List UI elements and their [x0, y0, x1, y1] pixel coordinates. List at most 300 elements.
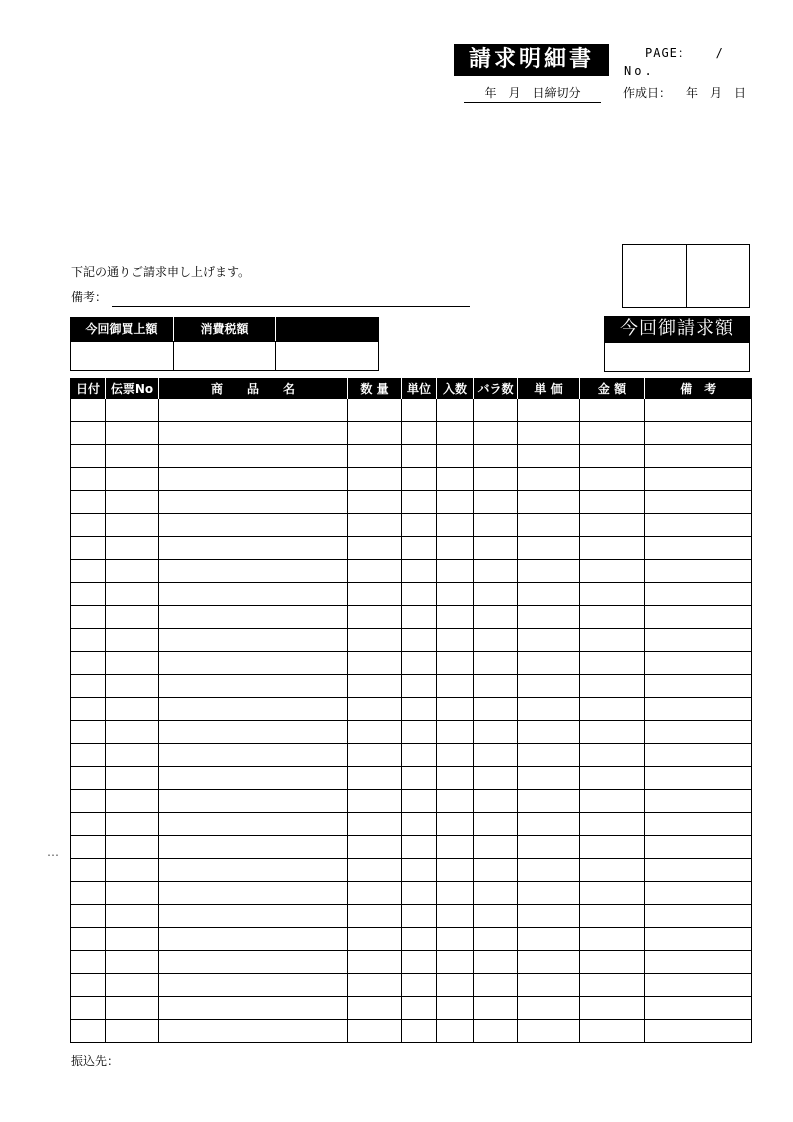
table-cell	[437, 537, 474, 560]
table-cell	[71, 514, 106, 537]
table-cell	[580, 698, 645, 721]
table-cell	[348, 514, 402, 537]
table-row	[71, 468, 752, 491]
table-row	[71, 560, 752, 583]
table-cell	[580, 560, 645, 583]
table-cell	[106, 1020, 159, 1043]
table-cell	[348, 744, 402, 767]
column-header-slip-no: 伝票No	[106, 378, 159, 399]
table-cell	[437, 422, 474, 445]
table-cell	[474, 721, 518, 744]
table-row	[71, 744, 752, 767]
table-cell	[402, 606, 437, 629]
table-cell	[159, 491, 348, 514]
table-cell	[580, 1020, 645, 1043]
table-cell	[402, 675, 437, 698]
table-cell	[437, 1020, 474, 1043]
summary-header-purchase: 今回御買上額	[70, 317, 173, 341]
table-cell	[71, 652, 106, 675]
summary-value-purchase	[70, 341, 174, 371]
table-cell	[402, 882, 437, 905]
table-cell	[518, 537, 580, 560]
table-cell	[518, 997, 580, 1020]
table-cell	[402, 629, 437, 652]
table-header-row	[71, 378, 752, 399]
table-cell	[645, 905, 752, 928]
table-cell	[437, 606, 474, 629]
table-cell	[437, 583, 474, 606]
table-cell	[159, 698, 348, 721]
table-cell	[645, 675, 752, 698]
table-cell	[518, 629, 580, 652]
table-cell	[348, 951, 402, 974]
table-cell	[645, 1020, 752, 1043]
table-cell	[580, 997, 645, 1020]
table-cell	[71, 445, 106, 468]
table-row	[71, 813, 752, 836]
table-cell	[106, 813, 159, 836]
table-cell	[518, 905, 580, 928]
table-cell	[348, 1020, 402, 1043]
page-number-label: PAGE： /	[645, 46, 724, 60]
table-cell	[348, 652, 402, 675]
table-cell	[402, 560, 437, 583]
table-cell	[645, 583, 752, 606]
table-cell	[645, 468, 752, 491]
table-cell	[71, 491, 106, 514]
table-cell	[402, 399, 437, 422]
table-cell	[106, 514, 159, 537]
items-table	[70, 378, 752, 1043]
table-cell	[402, 905, 437, 928]
table-cell	[106, 583, 159, 606]
table-cell	[518, 514, 580, 537]
table-cell	[402, 468, 437, 491]
table-cell	[437, 790, 474, 813]
table-cell	[474, 675, 518, 698]
table-cell	[348, 537, 402, 560]
table-cell	[159, 422, 348, 445]
table-cell	[106, 629, 159, 652]
created-date-value: 年 月 日	[686, 86, 747, 100]
table-cell	[437, 997, 474, 1020]
table-cell	[106, 399, 159, 422]
table-cell	[348, 445, 402, 468]
table-cell	[437, 514, 474, 537]
table-cell	[106, 491, 159, 514]
table-cell	[348, 399, 402, 422]
table-cell	[518, 836, 580, 859]
table-cell	[645, 790, 752, 813]
table-cell	[645, 560, 752, 583]
table-row	[71, 951, 752, 974]
table-cell	[518, 491, 580, 514]
table-row	[71, 675, 752, 698]
table-cell	[474, 583, 518, 606]
table-row	[71, 399, 752, 422]
table-cell	[402, 491, 437, 514]
table-cell	[580, 445, 645, 468]
table-cell	[437, 882, 474, 905]
stamp-divider	[686, 244, 687, 308]
table-row	[71, 905, 752, 928]
table-cell	[71, 744, 106, 767]
table-row	[71, 698, 752, 721]
table-cell	[106, 882, 159, 905]
table-cell	[645, 767, 752, 790]
table-cell	[474, 652, 518, 675]
table-cell	[518, 721, 580, 744]
document-number-label: No.	[624, 64, 655, 78]
table-cell	[580, 813, 645, 836]
table-cell	[71, 905, 106, 928]
table-cell	[645, 928, 752, 951]
table-cell	[474, 698, 518, 721]
table-cell	[348, 422, 402, 445]
summary-header-blank	[275, 317, 379, 341]
remarks-label: 備考：	[71, 290, 108, 304]
table-cell	[71, 399, 106, 422]
table-cell	[518, 698, 580, 721]
table-cell	[106, 422, 159, 445]
table-cell	[71, 537, 106, 560]
table-cell	[159, 445, 348, 468]
table-cell	[518, 928, 580, 951]
table-cell	[474, 422, 518, 445]
created-date-label: 作成日：	[623, 86, 672, 100]
table-cell	[437, 974, 474, 997]
table-cell	[159, 514, 348, 537]
table-cell	[159, 951, 348, 974]
table-cell	[474, 790, 518, 813]
table-cell	[71, 836, 106, 859]
table-cell	[437, 905, 474, 928]
table-cell	[437, 652, 474, 675]
table-cell	[580, 836, 645, 859]
table-cell	[474, 859, 518, 882]
table-cell	[474, 445, 518, 468]
table-cell	[402, 583, 437, 606]
table-cell	[348, 560, 402, 583]
table-cell	[348, 629, 402, 652]
table-cell	[106, 468, 159, 491]
table-cell	[518, 790, 580, 813]
table-cell	[348, 675, 402, 698]
table-cell	[518, 468, 580, 491]
table-row	[71, 537, 752, 560]
table-cell	[71, 698, 106, 721]
table-cell	[645, 514, 752, 537]
table-cell	[159, 882, 348, 905]
table-cell	[645, 997, 752, 1020]
table-cell	[159, 767, 348, 790]
table-cell	[106, 537, 159, 560]
table-cell	[518, 560, 580, 583]
column-header-quantity: 数 量	[348, 378, 402, 399]
table-cell	[71, 583, 106, 606]
table-cell	[580, 859, 645, 882]
table-cell	[518, 422, 580, 445]
table-cell	[106, 652, 159, 675]
table-cell	[645, 882, 752, 905]
table-cell	[402, 537, 437, 560]
table-row	[71, 445, 752, 468]
table-cell	[474, 744, 518, 767]
table-cell	[71, 790, 106, 813]
table-cell	[159, 859, 348, 882]
table-cell	[106, 445, 159, 468]
table-cell	[437, 836, 474, 859]
table-cell	[348, 698, 402, 721]
table-cell	[437, 675, 474, 698]
table-cell	[580, 675, 645, 698]
table-row	[71, 629, 752, 652]
table-cell	[71, 882, 106, 905]
table-cell	[474, 1020, 518, 1043]
table-cell	[159, 629, 348, 652]
table-cell	[348, 468, 402, 491]
table-cell	[437, 629, 474, 652]
table-cell	[71, 813, 106, 836]
table-cell	[106, 997, 159, 1020]
table-cell	[348, 997, 402, 1020]
table-row	[71, 859, 752, 882]
table-cell	[71, 859, 106, 882]
table-row	[71, 652, 752, 675]
table-cell	[518, 606, 580, 629]
total-amount-value	[604, 342, 750, 372]
table-cell	[348, 882, 402, 905]
column-header-pack-qty: 入数	[437, 378, 474, 399]
table-cell	[159, 560, 348, 583]
table-cell	[518, 675, 580, 698]
table-cell	[437, 859, 474, 882]
table-cell	[645, 744, 752, 767]
total-amount-header: 今回御請求額	[604, 316, 750, 342]
table-cell	[580, 744, 645, 767]
table-cell	[580, 468, 645, 491]
items-table-body	[71, 399, 752, 1043]
table-cell	[348, 928, 402, 951]
remarks-line	[112, 306, 470, 307]
table-cell	[348, 491, 402, 514]
summary-value-tax	[173, 341, 276, 371]
table-cell	[71, 629, 106, 652]
table-cell	[437, 951, 474, 974]
table-cell	[348, 583, 402, 606]
table-cell	[106, 928, 159, 951]
table-cell	[518, 951, 580, 974]
table-cell	[71, 997, 106, 1020]
table-cell	[437, 445, 474, 468]
table-row	[71, 997, 752, 1020]
table-cell	[106, 606, 159, 629]
table-cell	[474, 514, 518, 537]
table-cell	[518, 974, 580, 997]
column-header-unit: 単位	[402, 378, 437, 399]
table-cell	[645, 445, 752, 468]
table-cell	[474, 767, 518, 790]
table-row	[71, 606, 752, 629]
transfer-destination-label: 振込先：	[71, 1054, 120, 1068]
table-cell	[159, 974, 348, 997]
table-cell	[402, 790, 437, 813]
table-cell	[645, 951, 752, 974]
table-cell	[580, 537, 645, 560]
table-cell	[580, 767, 645, 790]
table-cell	[402, 721, 437, 744]
table-cell	[474, 560, 518, 583]
table-cell	[645, 698, 752, 721]
table-cell	[71, 928, 106, 951]
table-cell	[159, 790, 348, 813]
table-cell	[580, 629, 645, 652]
table-cell	[402, 859, 437, 882]
table-row	[71, 882, 752, 905]
table-cell	[437, 744, 474, 767]
table-cell	[348, 859, 402, 882]
table-cell	[518, 399, 580, 422]
table-cell	[402, 928, 437, 951]
table-cell	[348, 606, 402, 629]
table-cell	[645, 606, 752, 629]
table-cell	[402, 422, 437, 445]
table-cell	[106, 951, 159, 974]
table-cell	[159, 583, 348, 606]
table-cell	[106, 767, 159, 790]
table-cell	[159, 652, 348, 675]
table-cell	[437, 813, 474, 836]
column-header-product-name: 商 品 名	[159, 378, 348, 399]
column-header-date: 日付	[71, 378, 106, 399]
table-cell	[518, 744, 580, 767]
table-cell	[402, 951, 437, 974]
table-cell	[580, 974, 645, 997]
table-row	[71, 422, 752, 445]
table-cell	[474, 537, 518, 560]
table-cell	[645, 491, 752, 514]
table-cell	[474, 606, 518, 629]
table-cell	[106, 721, 159, 744]
table-cell	[474, 629, 518, 652]
table-cell	[106, 859, 159, 882]
table-cell	[580, 514, 645, 537]
table-cell	[159, 399, 348, 422]
table-cell	[518, 652, 580, 675]
table-cell	[518, 445, 580, 468]
table-cell	[580, 583, 645, 606]
table-cell	[580, 951, 645, 974]
table-cell	[474, 813, 518, 836]
table-cell	[580, 882, 645, 905]
table-cell	[580, 606, 645, 629]
table-cell	[402, 445, 437, 468]
table-cell	[402, 974, 437, 997]
summary-header-tax: 消費税額	[173, 317, 275, 341]
table-cell	[437, 491, 474, 514]
request-message: 下記の通りご請求申し上げます。	[71, 265, 251, 279]
side-margin-mark: …	[47, 845, 59, 859]
table-cell	[159, 905, 348, 928]
table-cell	[106, 790, 159, 813]
table-cell	[402, 744, 437, 767]
table-cell	[518, 882, 580, 905]
table-cell	[159, 468, 348, 491]
table-row	[71, 1020, 752, 1043]
table-cell	[474, 905, 518, 928]
table-cell	[159, 675, 348, 698]
table-cell	[402, 813, 437, 836]
table-cell	[645, 629, 752, 652]
table-cell	[580, 905, 645, 928]
column-header-amount: 金 額	[580, 378, 645, 399]
table-row	[71, 836, 752, 859]
table-cell	[580, 491, 645, 514]
table-row	[71, 491, 752, 514]
table-cell	[474, 882, 518, 905]
table-cell	[71, 767, 106, 790]
summary-value-blank	[275, 341, 379, 371]
table-cell	[645, 974, 752, 997]
table-cell	[437, 399, 474, 422]
document-title: 請求明細書	[454, 44, 609, 76]
table-cell	[159, 606, 348, 629]
table-cell	[645, 652, 752, 675]
table-cell	[71, 675, 106, 698]
table-cell	[348, 974, 402, 997]
table-cell	[474, 997, 518, 1020]
table-cell	[437, 767, 474, 790]
table-cell	[106, 744, 159, 767]
table-cell	[348, 790, 402, 813]
table-cell	[580, 721, 645, 744]
table-cell	[580, 399, 645, 422]
table-cell	[402, 836, 437, 859]
table-cell	[402, 514, 437, 537]
table-cell	[106, 905, 159, 928]
table-cell	[402, 997, 437, 1020]
table-cell	[474, 951, 518, 974]
table-cell	[159, 721, 348, 744]
table-cell	[106, 698, 159, 721]
table-cell	[71, 951, 106, 974]
table-cell	[437, 698, 474, 721]
table-cell	[348, 813, 402, 836]
table-cell	[106, 836, 159, 859]
table-cell	[518, 583, 580, 606]
table-row	[71, 767, 752, 790]
table-cell	[580, 652, 645, 675]
column-header-remarks: 備 考	[645, 378, 752, 399]
table-cell	[474, 928, 518, 951]
table-cell	[402, 1020, 437, 1043]
table-cell	[71, 468, 106, 491]
column-header-unit-price: 単 価	[518, 378, 580, 399]
table-cell	[348, 767, 402, 790]
table-cell	[474, 468, 518, 491]
table-cell	[645, 859, 752, 882]
table-cell	[518, 859, 580, 882]
table-cell	[106, 560, 159, 583]
table-cell	[159, 813, 348, 836]
table-cell	[645, 813, 752, 836]
table-cell	[402, 652, 437, 675]
table-cell	[348, 905, 402, 928]
table-cell	[71, 560, 106, 583]
table-cell	[71, 974, 106, 997]
table-cell	[580, 928, 645, 951]
table-cell	[106, 974, 159, 997]
